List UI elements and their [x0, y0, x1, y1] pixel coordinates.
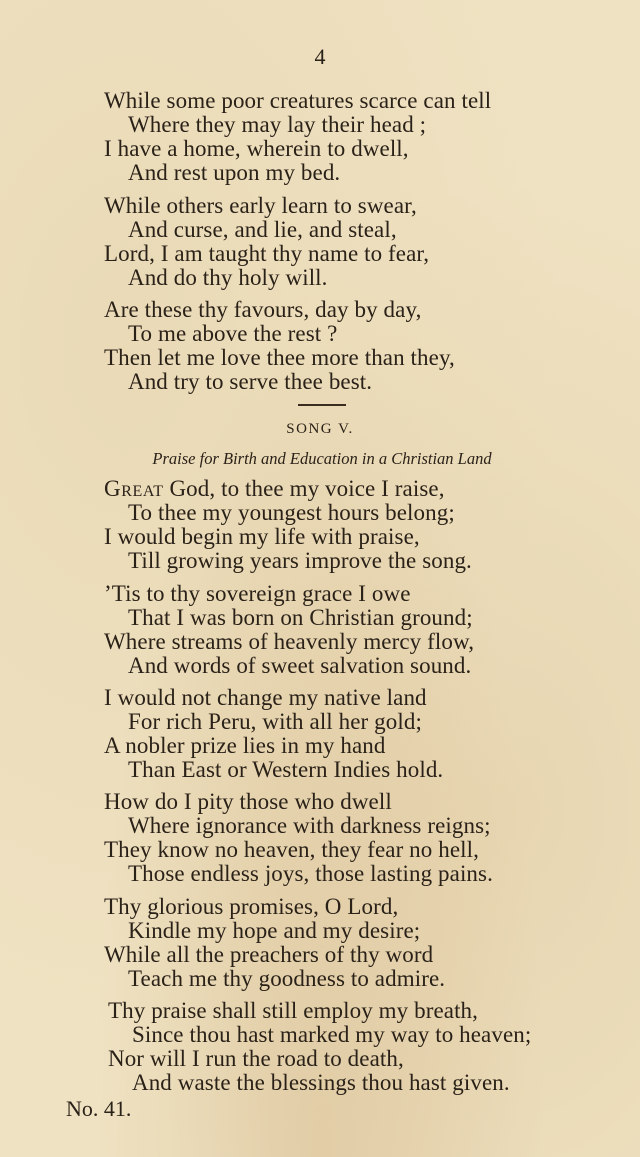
- verse-line: Than East or Western Indies hold.: [128, 757, 444, 782]
- verse-line: I would not change my native land: [104, 685, 427, 710]
- page-number: 4: [314, 44, 326, 69]
- verse-line: And rest upon my bed.: [128, 160, 341, 185]
- verse-line: Where ignorance with darkness reigns;: [128, 813, 491, 838]
- verse-line: And words of sweet salvation sound.: [128, 653, 472, 678]
- verse-line: They know no heaven, they fear no hell,: [104, 837, 479, 862]
- verse-line: Kindle my hope and my desire;: [128, 918, 421, 943]
- verse-line: Those endless joys, those lasting pains.: [128, 861, 493, 886]
- verse-line: Nor will I run the road to death,: [108, 1046, 404, 1071]
- verse-line: Thy glorious promises, O Lord,: [104, 894, 399, 919]
- verse-line: I have a home, wherein to dwell,: [104, 136, 409, 161]
- song-subtitle: Praise for Birth and Education in a Christian Land: [152, 449, 492, 468]
- signature-mark: No. 41.: [66, 1096, 132, 1121]
- verse-line: To thee my youngest hours belong;: [128, 500, 455, 525]
- song-heading: SONG V.: [286, 421, 354, 437]
- verse-line: Thy praise shall still employ my breath,: [108, 998, 479, 1023]
- verse-line: And waste the blessings thou hast given.: [132, 1070, 510, 1095]
- verse-line: While all the preachers of thy word: [104, 942, 434, 967]
- verse-line: Since thou hast marked my way to heaven;: [132, 1022, 532, 1047]
- verse-line: How do I pity those who dwell: [104, 789, 392, 814]
- verse-line: Teach me thy goodness to admire.: [128, 966, 446, 991]
- verse-line: A nobler prize lies in my hand: [104, 733, 386, 758]
- verse-line: I would begin my life with praise,: [104, 524, 420, 549]
- verse-line: And curse, and lie, and steal,: [128, 217, 397, 242]
- verse-line: Till growing years improve the song.: [128, 548, 472, 573]
- verse-line: While some poor creatures scarce can tell: [104, 88, 492, 113]
- verse-line: While others early learn to swear,: [104, 193, 417, 218]
- verse-line-first: [104, 477, 445, 501]
- verse-line: And try to serve thee best.: [128, 369, 373, 394]
- verse-line: And do thy holy will.: [128, 265, 328, 290]
- verse-line: For rich Peru, with all her gold;: [128, 709, 422, 734]
- verse-line: Where streams of heavenly mercy flow,: [104, 629, 475, 654]
- verse-line: Then let me love thee more than they,: [104, 345, 455, 370]
- first-line-rest: God, to thee my voice I raise,: [163, 476, 445, 501]
- verse-line: Are these thy favours, day by day,: [104, 297, 422, 322]
- verse-line: Where they may lay their head ;: [128, 112, 427, 137]
- verse-line: ’Tis to thy sovereign grace I owe: [104, 581, 411, 606]
- section-rule: [298, 404, 346, 406]
- drop-word: Great: [104, 476, 164, 501]
- verse-line: Lord, I am taught thy name to fear,: [104, 241, 430, 266]
- verse-line: To me above the rest ?: [128, 321, 338, 346]
- verse-line: That I was born on Christian ground;: [128, 605, 473, 630]
